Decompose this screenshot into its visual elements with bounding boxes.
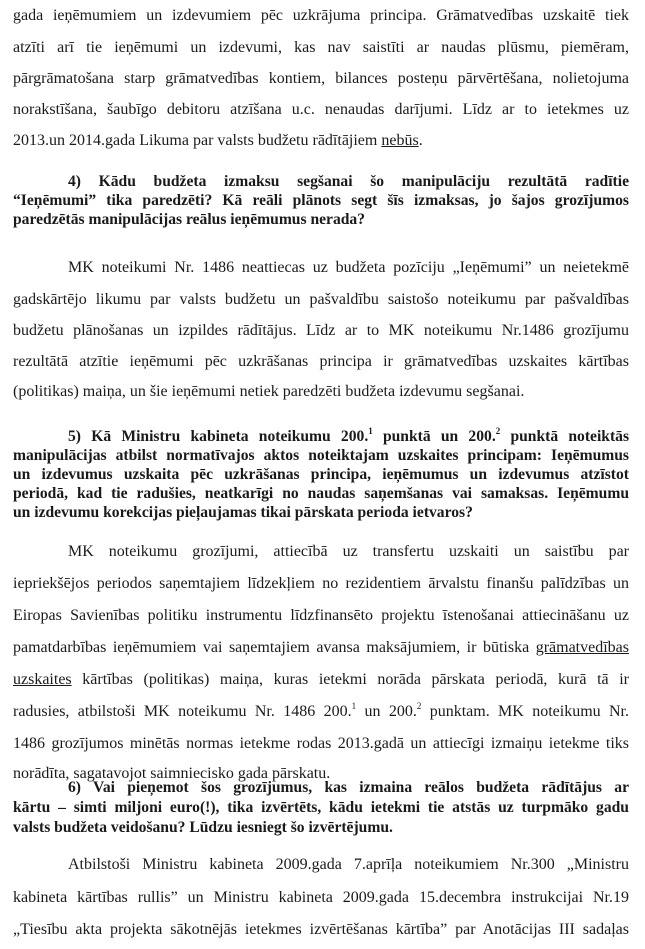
text-line: norakstīšana, šaubīgo debitoru atzīšana u.c. nenaudas darījumi. Līdz ar to ietekmes uz	[13, 101, 629, 118]
question-line: valsts budžeta veidošanu? Lūdzu iesniegt šo izvērtējumu.	[13, 819, 393, 836]
text-span: kārtības (politikas) maiņa, kuras ietekmi norāda pārskata periodā, kurā tā ir	[71, 671, 629, 688]
text-line: MK noteikumu grozījumi, attiecībā uz transfertu uzskaiti un saistību par	[68, 543, 629, 560]
text-line	[13, 702, 629, 722]
text-line: gada ieņēmumiem un izdevumiem pēc uzkrājuma principa. Grāmatvedības uzskaitē tiek	[13, 7, 629, 24]
text-span: .	[418, 132, 423, 149]
text-line: Eiropas Savienības politiku instrumentu līdzfinansēto projektu īstenošanai attiecināšanu uz	[13, 607, 629, 624]
question-line: un izdevumu korekcijas pieļaujamas tikai pārskata perioda ietvaros?	[13, 504, 473, 521]
question-line: kārtu – simti miljoni euro(!), tika izvērtēts, kādu ietekmi tie atstās uz turpmāko gadu	[13, 799, 629, 816]
question-line: paredzētās manipulācijas reālus ieņēmumus nerada?	[13, 211, 366, 228]
text-span: radusies, atbilstoši MK noteikumu Nr. 1486 200.	[13, 703, 352, 720]
question-line: manipulācijas atbilst normatīvajos aktos noteiktajam uzskaites principam: Ieņēmumus	[13, 447, 629, 464]
question-line: periodā, kad tie radušies, neatkarīgi no naudas saņemšanas vai samaksas. Ieņēmumu	[13, 485, 629, 502]
underlined-word: nebūs	[381, 132, 419, 149]
question-line: 6) Vai pieņemot šos grozījumus, kas izmaina reālos budžeta rādītājus ar	[68, 779, 629, 796]
text-span: un 200.	[356, 703, 417, 720]
text-span: punktam. MK noteikumu Nr.	[421, 703, 630, 720]
text-line: (politikas) maiņa, un šie ieņēmumi netiek paredzēti budžeta izdevumu segšanai.	[13, 383, 525, 400]
text-span: 2013.un 2014.gada Likuma par valsts budžetu rādītājiem	[13, 132, 382, 149]
text-line	[13, 670, 629, 690]
superscript: 1	[368, 425, 373, 436]
superscript: 2	[416, 700, 422, 711]
underlined-word: grāmatvedības	[535, 639, 629, 656]
text-line	[13, 131, 629, 151]
question-line: 4) Kādu budžeta izmaksu segšanai šo manipulāciju rezultātā radītie	[68, 173, 629, 190]
superscript: 2	[495, 425, 501, 436]
text-line: iepriekšējos periodos saņemtajiem līdzekļiem no rezidentiem ārvalstu finanšu palīdzības un	[13, 575, 629, 592]
text-line: rezultātā atzītie ieņēmumi pēc uzkrāšanas principa ir grāmatvedības uzskaites kārtības	[13, 353, 629, 370]
text-line: „Tiesību akta projekta sākotnējās ietekmes izvērtēšanas kārtība” par Anotācijas III sadaļas	[13, 921, 629, 938]
text-line: gadskārtējo likumu par valsts budžetu un pašvaldību saistošo noteikumu par pašvaldības	[13, 291, 629, 308]
underlined-word: uzskaites	[13, 671, 72, 688]
superscript: 1	[351, 700, 357, 711]
question-line	[68, 427, 629, 447]
text-line: 1486 grozījumos minētās normas ietekme rodas 2013.gadā un attiecīgi izmaiņu ietekme tiks	[13, 735, 629, 752]
text-line: atzīti arī tie ieņēmumi un izdevumi, kas nav saistīti ar naudas plūsmu, piemēram,	[13, 39, 629, 56]
text-span: pamatdarbības ieņēmumiem vai saņemtajiem avansa maksājumiem, ir būtiska	[13, 639, 536, 656]
text-span: punktā un 200.	[372, 428, 496, 445]
text-line: pārgrāmatošana starp grāmatvedības kontiem, bilances posteņu pārvērtēšana, nolietojuma	[13, 70, 629, 87]
text-line: budžetu plānošanas un izpildes rādītājus. Līdz ar to MK noteikumu Nr.1486 grozījumu	[13, 322, 629, 339]
text-line	[13, 638, 629, 658]
text-line: norādīta, sagatavojot saimniecisko gada pārskatu.	[13, 765, 331, 782]
question-line: “Ieņēmumi” tika paredzēti? Kā reāli plānots segt šīs izmaksas, jo šajos grozījumos	[13, 192, 629, 209]
text-line: Atbilstoši Ministru kabineta 2009.gada 7.aprīļa noteikumiem Nr.300 „Ministru	[68, 856, 629, 873]
text-line: MK noteikumi Nr. 1486 neattiecas uz budžeta pozīciju „Ieņēmumi” un neietekmē	[68, 259, 629, 276]
text-span: 5) Kā Ministru kabineta noteikumu 200.	[68, 428, 369, 445]
question-line: un izdevumus uzskaita pēc uzkrāšanas principa, ieņēmumus un izdevumus atzīstot	[13, 466, 629, 483]
text-line: kabineta kārtības rullis” un Ministru kabineta 2009.gada 15.decembra instrukcijai Nr.19	[13, 889, 629, 906]
text-span: punktā noteiktās	[500, 428, 630, 445]
